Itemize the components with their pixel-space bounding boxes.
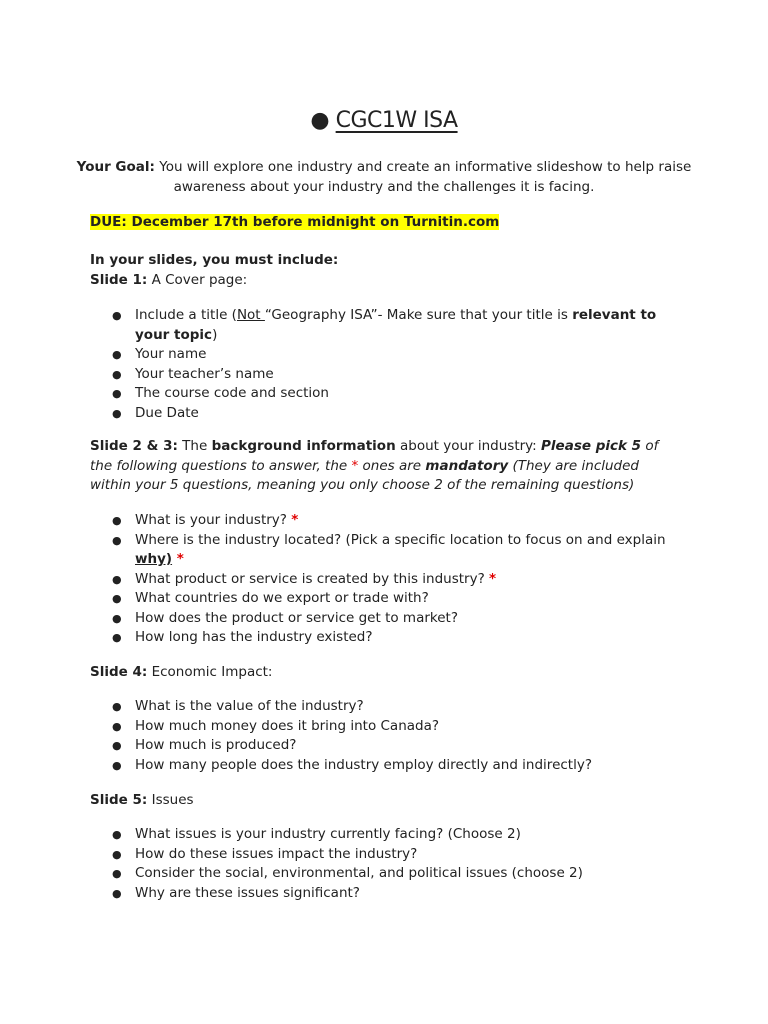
bold-italic-text: Please pick 5 — [541, 438, 642, 454]
bold-text: background information — [211, 438, 396, 454]
item-text: How many people does the industry employ directly and indirectly? — [135, 756, 592, 773]
page-title — [0, 108, 768, 133]
item-text: “Geography ISA”- Make sure that your title is — [264, 307, 573, 323]
slide4-heading — [90, 663, 272, 683]
slide5-heading — [90, 791, 194, 811]
item-text: Your name — [135, 346, 207, 362]
bullet-dot: ● — [112, 309, 122, 322]
bullet-dot: ● — [112, 611, 122, 625]
goal-paragraph — [60, 158, 708, 197]
item-bold: relevant to your topic — [135, 307, 657, 343]
item-text: Due Date — [135, 404, 199, 421]
slide4-heading-text: Economic Impact: — [151, 664, 273, 680]
bullet-dot: ● — [112, 700, 122, 713]
list-item — [90, 864, 690, 884]
item-text: Why are these issues significant? — [135, 884, 360, 901]
item-text: What issues is your industry currently facing? (Choose 2) — [135, 826, 521, 842]
item-underlined: Not — [236, 307, 265, 323]
title-text: CGC1W ISA — [335, 108, 458, 133]
item-text: ) — [212, 326, 218, 343]
slide1-section — [90, 251, 338, 290]
bullet-dot: ● — [112, 886, 122, 900]
mandatory-star: * — [489, 570, 497, 587]
slide23-paragraph — [90, 437, 680, 496]
text: about your industry: — [395, 438, 542, 454]
bold-italic-text: mandatory — [425, 457, 509, 474]
item-text: What countries do we export or trade with? — [135, 590, 429, 606]
bullet-dot: ● — [112, 867, 122, 880]
item-text: How long has the industry existed? — [135, 629, 373, 645]
slide5-heading-text: Issues — [151, 792, 194, 808]
bullet-dot: ● — [112, 592, 122, 605]
bullet-dot: ● — [112, 406, 122, 420]
item-text: How much is produced? — [135, 737, 297, 753]
item-text: Consider the social, environmental, and political issues (choose 2) — [135, 865, 583, 881]
list-item — [90, 884, 690, 904]
mandatory-star: * — [172, 551, 184, 567]
goal-text: You will explore one industry and create an informative slideshow to help raise awareness about your industry and the challenges it is facing. — [159, 159, 692, 195]
bullet-dot: ● — [112, 847, 122, 861]
bullet-dot: ● — [112, 719, 122, 733]
item-text: How do these issues impact the industry? — [135, 845, 418, 862]
slide4-list — [90, 697, 690, 775]
item-text: Your teacher’s name — [135, 365, 274, 382]
bullet-dot: ● — [112, 514, 122, 527]
list-item — [90, 589, 690, 609]
list-item — [90, 570, 690, 590]
list-item — [90, 531, 690, 570]
italic-text: of the following questions to answer, the — [90, 438, 659, 474]
list-item — [90, 384, 690, 404]
list-item — [90, 717, 690, 737]
goal-label: Your Goal: — [76, 159, 155, 175]
item-bold-underlined: why) — [135, 551, 173, 567]
mandatory-star: * — [291, 512, 299, 528]
item-text: What is the value of the industry? — [135, 698, 364, 714]
list-item — [90, 736, 690, 756]
due-date-line — [90, 213, 499, 233]
text: The — [182, 438, 212, 454]
due-text: DUE: December 17th before midnight on Turnitin.com — [90, 214, 500, 230]
list-item — [90, 845, 690, 865]
list-item — [90, 697, 690, 717]
list-item — [90, 825, 690, 845]
slide1-label: Slide 1: — [90, 271, 148, 288]
slide5-label: Slide 5: — [90, 792, 148, 808]
item-text: Include a title ( — [135, 307, 237, 323]
slide4-label: Slide 4: — [90, 664, 148, 680]
list-item — [90, 365, 690, 385]
bullet-dot: ● — [112, 758, 122, 772]
list-item — [90, 756, 690, 776]
list-item — [90, 404, 690, 424]
slide1-heading-text: A Cover page: — [151, 271, 248, 288]
item-text: What is your industry? — [135, 512, 292, 528]
slide1-list — [90, 306, 690, 423]
title-bullet: ● — [310, 108, 330, 133]
slide5-list — [90, 825, 690, 903]
item-text: How does the product or service get to market? — [135, 609, 458, 626]
bullet-dot: ● — [112, 387, 122, 400]
list-item — [90, 609, 690, 629]
item-text: How much money does it bring into Canada? — [135, 717, 440, 734]
item-text: The course code and section — [135, 385, 329, 401]
bullet-dot: ● — [112, 631, 122, 644]
list-item — [90, 511, 690, 531]
slide23-list — [90, 511, 690, 648]
bullet-dot: ● — [112, 348, 122, 361]
bullet-dot: ● — [112, 739, 122, 752]
bullet-dot: ● — [112, 572, 122, 586]
item-text: Where is the industry located? (Pick a specific location to focus on and explain — [135, 531, 666, 548]
italic-text: ones are — [358, 457, 426, 474]
bullet-dot: ● — [112, 367, 122, 381]
list-item — [90, 628, 690, 648]
slide1-heading — [90, 271, 338, 291]
list-item — [90, 345, 690, 365]
item-text: What product or service is created by this industry? — [135, 570, 490, 587]
italic-text: (They are included within your 5 questions, meaning you only choose 2 of the remaining questions) — [90, 457, 640, 493]
list-item — [90, 306, 690, 345]
bullet-dot: ● — [112, 533, 122, 547]
intro-heading: In your slides, you must include: — [90, 252, 339, 268]
slide23-label: Slide 2 & 3: — [90, 438, 178, 454]
bullet-dot: ● — [112, 828, 122, 841]
mandatory-star: * — [351, 457, 359, 474]
